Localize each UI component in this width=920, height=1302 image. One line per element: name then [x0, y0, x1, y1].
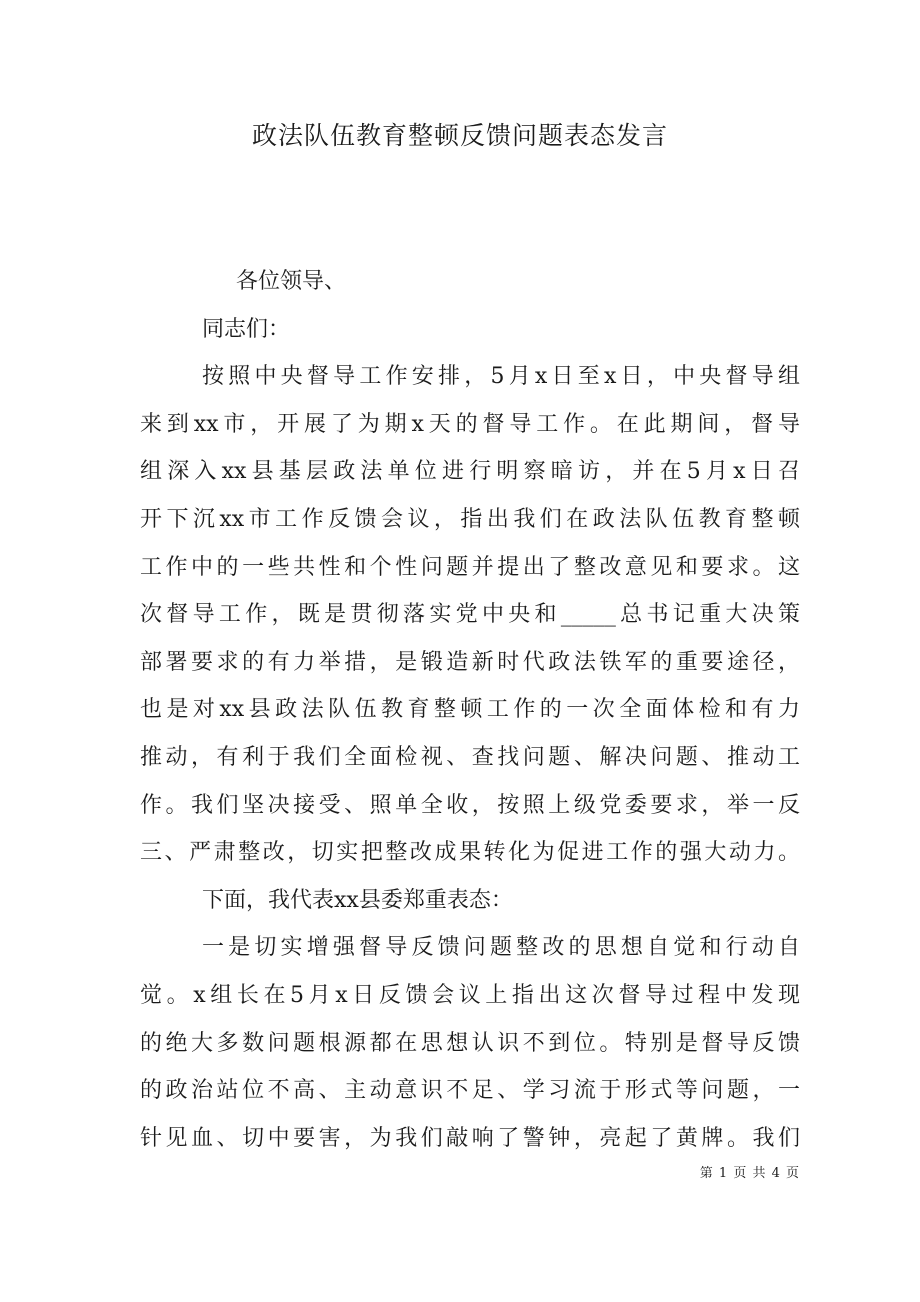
- body-line: 针见血、切中要害，为我们敲响了警钟，亮起了黄牌。我们: [140, 1125, 800, 1151]
- body-line: 次督导工作，既是贯彻落实党中央和_____总书记重大决策: [140, 602, 800, 628]
- body-line: 按照中央督导工作安排，5月x日至x日，中央督导组: [202, 364, 800, 390]
- body-line: 觉。x组长在5月x日反馈会议上指出这次督导过程中发现: [140, 982, 800, 1008]
- body-line: 来到xx市，开展了为期x天的督导工作。在此期间，督导: [140, 411, 800, 437]
- salutation-line: 各位领导、: [236, 269, 347, 294]
- body-line: 工作中的一些共性和个性问题并提出了整改意见和要求。这: [140, 554, 800, 580]
- body-line: 作。我们坚决接受、照单全收，按照上级党委要求，举一反: [140, 792, 800, 818]
- body-line: 组深入xx县基层政法单位进行明察暗访，并在5月x日召: [140, 459, 800, 485]
- body-line: 下面，我代表xx县委郑重表态：: [202, 887, 513, 913]
- body-line: 开下沉xx市工作反馈会议，指出我们在政法队伍教育整顿: [140, 506, 800, 532]
- salutation-line: 同志们：: [202, 316, 291, 342]
- body-line: 一是切实增强督导反馈问题整改的思想自觉和行动自: [202, 935, 800, 961]
- page-number: 第 1 页 共 4 页: [699, 1166, 800, 1181]
- body-line: 也是对xx县政法队伍教育整顿工作的一次全面体检和有力: [140, 697, 800, 723]
- body-line: 的政治站位不高、主动意识不足、学习流于形式等问题，一: [140, 1078, 800, 1104]
- body-line: 三、严肃整改，切实把整改成果转化为促进工作的强大动力。: [140, 840, 800, 866]
- document-body: [140, 258, 800, 1162]
- document-title: 政法队伍教育整顿反馈问题表态发言: [251, 121, 668, 150]
- body-line: 部署要求的有力举措，是锻造新时代政法铁军的重要途径，: [140, 649, 800, 675]
- body-line: 推动，有利于我们全面检视、查找问题、解决问题、推动工: [140, 744, 800, 770]
- body-line: 的绝大多数问题根源都在思想认识不到位。特别是督导反馈: [140, 1030, 800, 1056]
